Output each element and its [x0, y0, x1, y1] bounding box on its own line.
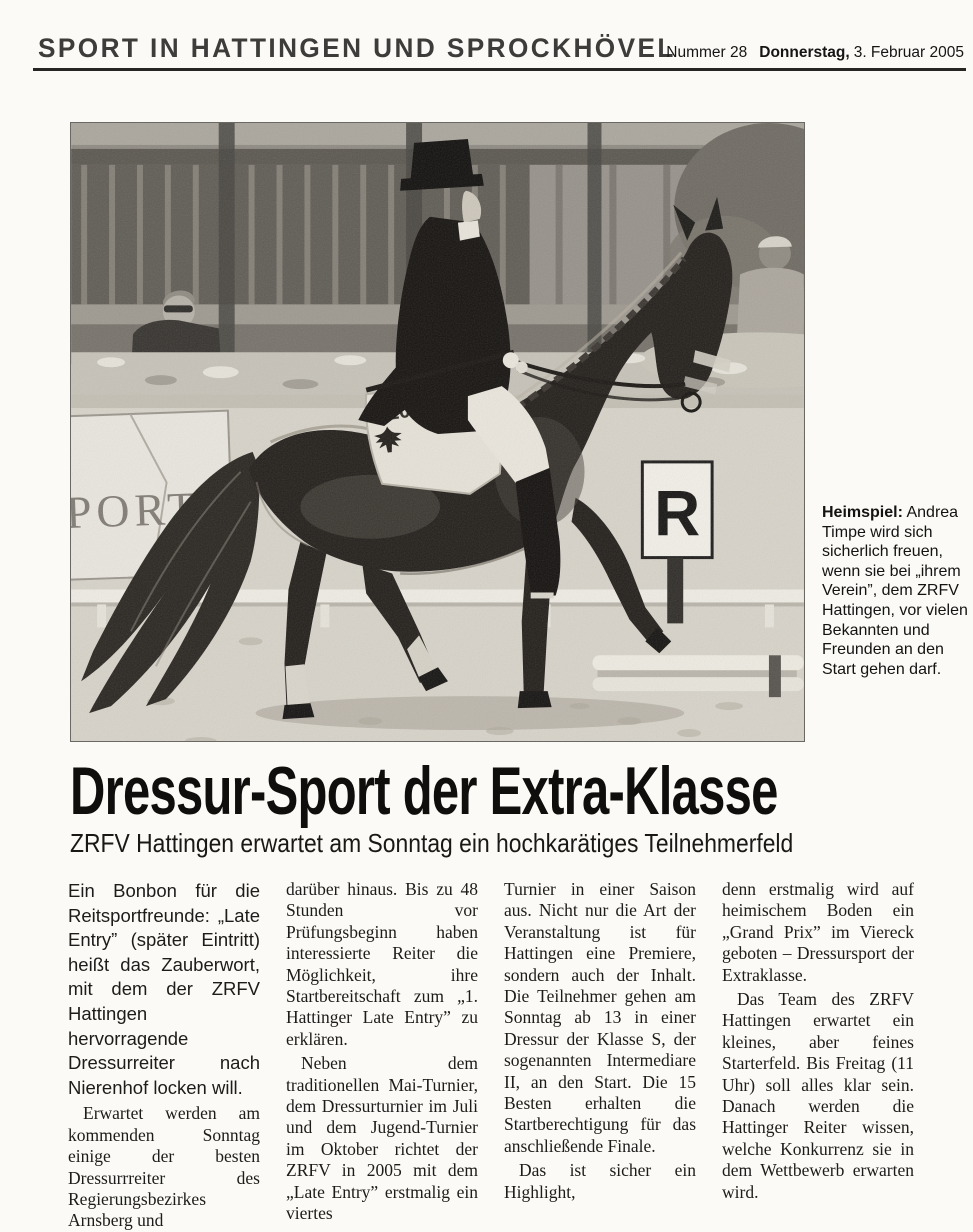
headline: Dressur-Sport der Extra-Klasse: [70, 753, 778, 829]
column-3: [504, 879, 696, 1232]
article-body: [68, 879, 916, 1232]
body-paragraph: denn erstmalig wird auf heimischem Boden ein „Grand Prix” im Viereck geboten – Dressursport der Extraklasse.: [722, 879, 914, 985]
section-title: SPORT IN HATTINGEN UND SPROCKHÖVEL: [38, 33, 676, 63]
body-paragraph: Turnier in einer Saison aus. Nicht nur die Art der Veranstaltung ist für Hattingen eine Premiere, sondern auch der Inhalt. Die Teilnehmer gehen am Sonntag ab 13 in einer Dressur der Klasse S, der sogenannten Intermediare II, an den Start. Die 15 Besten erhalten die Startberechtigung für das anschließende Finale.: [504, 879, 696, 1156]
photo-caption: [822, 503, 969, 679]
column-2: [286, 879, 478, 1232]
subheadline: ZRFV Hattingen erwartet am Sonntag ein hochkarätiges Teilnehmerfeld: [70, 828, 794, 858]
masthead-meta: [666, 44, 964, 62]
film-grain: [71, 123, 804, 741]
caption-text: Heimspiel: Andrea Timpe wird sich sicherlich freuen, wenn sie bei „ihrem Verein”, dem ZRFV Hattingen, vor vielen Bekannten und Freunden an den Start gehen darf.: [822, 504, 968, 678]
column-1: [68, 879, 260, 1232]
masthead-rule: [33, 68, 966, 71]
lead-paragraph: Ein Bonbon für die Reitsportfreunde: „Late Entry” (später Eintritt) heißt das Zauberwort, mit dem der ZRFV Hattingen hervorragende Dressurreiter nach Nierenhof locken will.: [68, 880, 260, 1098]
dressage-photo: [70, 122, 805, 742]
column-4: [722, 879, 914, 1232]
caption-lead: Heimspiel:: [822, 504, 903, 521]
issue-number: Nummer 28: [666, 44, 748, 61]
date-text: 3. Februar 2005: [853, 44, 964, 61]
date-weekday: Donnerstag,: [759, 44, 850, 61]
body-paragraph: Erwartet werden am kommenden Sonntag einige der besten Dressurrreiter des Regierungsbezirkes Arnsberg und: [68, 1103, 260, 1231]
body-paragraph: Das Team des ZRFV Hattingen erwartet ein kleines, aber feines Starterfeld. Bis Freitag (11 Uhr) soll alles klar sein. Danach werden die Hattinger Reiter wissen, welche Konkurrenz sie in dem Wettbewerb erwarten wird.: [722, 989, 914, 1202]
dressage-photo-art: [71, 123, 804, 741]
body-paragraph: darüber hinaus. Bis zu 48 Stunden vor Prüfungsbeginn haben interessierte Reiter die Möglichkeit, ihre Startbereitschaft zum „1. Hattinger Late Entry” zu erklären.: [286, 879, 478, 1049]
body-paragraph: Neben dem traditionellen Mai-Turnier, dem Dressurturnier im Juli und dem Jugend-Turnier im Oktober richtet der ZRFV in 2005 mit dem „Late Entry” erstmalig ein viertes: [286, 1053, 478, 1224]
body-paragraph: Das ist sicher ein Highlight,: [504, 1160, 696, 1202]
